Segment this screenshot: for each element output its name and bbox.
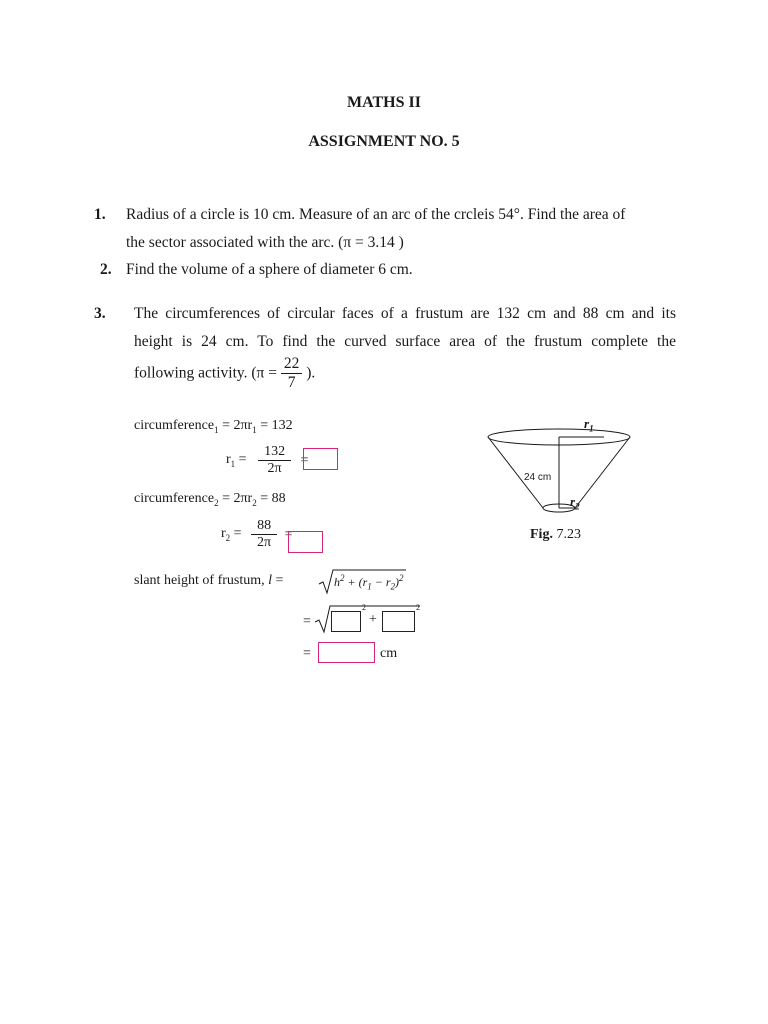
r1-label: r (226, 452, 231, 468)
question-2-line1: Find the volume of a sphere of diameter 6 cm. (126, 261, 413, 278)
slant-height-symbol: l (268, 573, 273, 588)
formula-outer-square: 2 (399, 573, 404, 583)
circumference-1-subscript: 1 (214, 424, 219, 435)
r2-numerator: 88 (251, 518, 277, 535)
r1-denominator: 2π (267, 461, 282, 477)
question-3-line2: height is 24 cm. To find the curved surface area of the frustum complete the (134, 333, 676, 350)
circumference-1-equation (134, 418, 293, 435)
circumference-1-label: circumference (134, 418, 215, 433)
r2-label-subscript: 2 (225, 532, 231, 543)
slant-box-1-square: 2 (362, 603, 366, 612)
figure-r2-subscript: 2 (575, 501, 580, 512)
slant-box-1[interactable] (331, 611, 361, 632)
pi-numerator: 22 (281, 355, 303, 374)
frustum-right-side (575, 437, 630, 508)
circumference-2-label: circumference (134, 491, 215, 506)
slant-height-text: slant height of frustum, (134, 573, 265, 588)
r2-result-equals: = (284, 526, 293, 542)
r2-denominator: 2π (257, 535, 272, 551)
r1-answer-box[interactable] (300, 448, 338, 470)
r2-fraction (251, 518, 277, 551)
circumference-2-value: = 88 (256, 491, 286, 506)
slant-height-label (134, 573, 283, 589)
slant-result-equals: = (303, 646, 311, 661)
pi-denominator: 7 (287, 373, 296, 391)
slant-formula (334, 573, 404, 591)
r1-equals: = (235, 452, 247, 468)
r2-label: r (221, 526, 226, 542)
figure-r1-letter: r (584, 416, 590, 431)
circumference-1-value: = 132 (256, 418, 293, 433)
slant-plus: + (369, 612, 377, 627)
figure-caption-number: 7.23 (556, 527, 581, 542)
slant-unit: cm (380, 646, 398, 661)
circumference-2-expression: = 2πr (218, 491, 253, 506)
r2-equals: = (230, 526, 242, 542)
question-3-line1: The circumferences of circular faces of a frustum are 132 cm and 88 cm and its (134, 305, 676, 322)
figure-r2-label (570, 494, 580, 512)
question-1-line2: the sector associated with the arc. (π = 3.14 ) (126, 234, 404, 251)
r1-numerator: 132 (258, 444, 291, 461)
circumference-1-expression: = 2πr (218, 418, 253, 433)
slant-answer-box[interactable] (318, 642, 375, 663)
formula-r2-sub: 2 (390, 581, 396, 592)
figure-height-label: 24 cm (524, 472, 552, 483)
question-3-line3-end: ). (306, 364, 316, 382)
question-2-number: 2. (100, 261, 112, 278)
circumference-2-equation (134, 491, 286, 508)
figure-r2-letter: r (570, 494, 576, 509)
formula-h: h (334, 575, 340, 589)
r1-label-subscript: 1 (230, 458, 236, 469)
page-title: MATHS II (347, 94, 421, 111)
question-3-line3-text: following activity. (π = (134, 364, 277, 382)
slant-height-equals: = (272, 573, 284, 588)
question-3-line3 (134, 355, 315, 392)
slant-box-2[interactable] (382, 611, 415, 632)
formula-close: ) (395, 575, 400, 589)
figure-r1-subscript: 1 (589, 423, 594, 434)
r1-equation (226, 444, 308, 477)
figure-caption (530, 527, 581, 543)
r2-answer-box[interactable] (288, 531, 323, 553)
question-3-number: 3. (94, 305, 106, 322)
question-1-line1: Radius of a circle is 10 cm. Measure of an arc of the crcleis 54°. Find the area of (126, 206, 626, 223)
r1-subscript: 1 (252, 424, 257, 435)
circumference-2-subscript: 2 (214, 497, 219, 508)
r1-result-equals: = (300, 452, 309, 468)
figure-r1-label (584, 416, 594, 434)
formula-r1-sub: 1 (367, 581, 372, 592)
slant-step2-equals: = (303, 614, 311, 629)
assignment-number: ASSIGNMENT NO. 5 (308, 133, 460, 150)
pi-fraction (281, 355, 303, 392)
slant-box-2-square: 2 (416, 603, 420, 612)
formula-minus-r: − r (371, 575, 391, 589)
r2-subscript: 2 (252, 497, 257, 508)
r2-equation (221, 518, 292, 551)
figure-caption-prefix: Fig. (530, 527, 553, 542)
r1-fraction (258, 444, 291, 477)
formula-h-square: 2 (340, 573, 345, 583)
frustum-figure (484, 418, 644, 518)
formula-r-open: + (r (344, 575, 368, 589)
question-1-number: 1. (94, 206, 106, 223)
